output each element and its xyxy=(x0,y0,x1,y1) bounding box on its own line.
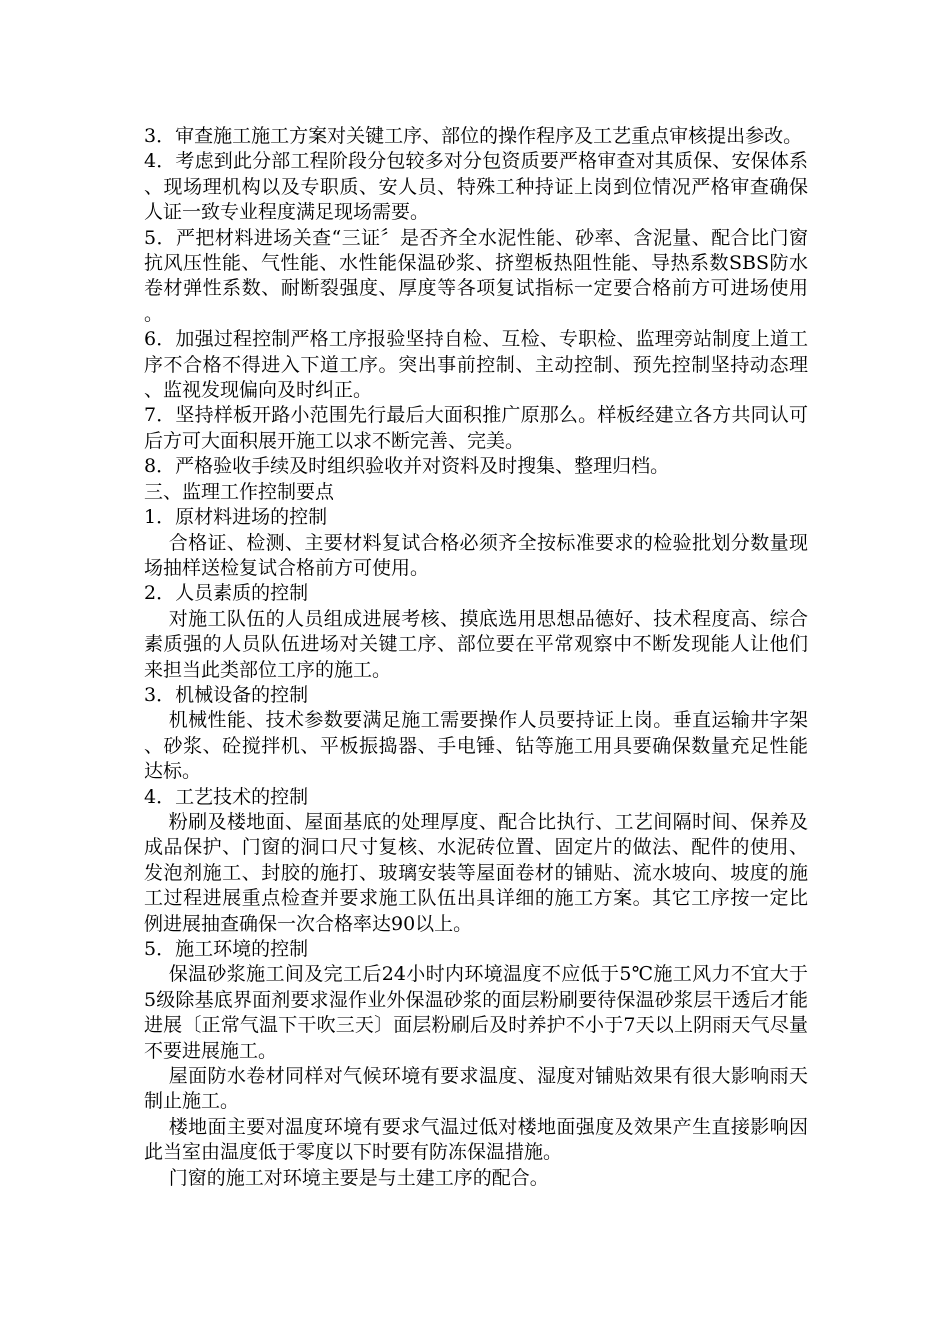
body-materials: 合格证、检测、主要材料复试合格必须齐全按标准要求的检验批划分数量现场抽样送检复试合格前方可使用。 xyxy=(144,531,808,579)
body-environment-roofing: 屋面防水卷材同样对气候环境有要求温度、湿度对铺贴效果有很大影响雨天制止施工。 xyxy=(144,1065,808,1113)
item-7-sample-first: 7．坚持样板开路小范围先行最后大面积推广原那么。样板经建立各方共同认可后方可大面积展开施工以求不断完善、完美。 xyxy=(144,404,808,452)
section-heading-control-points: 三、监理工作控制要点 xyxy=(144,480,335,503)
body-environment-floor: 楼地面主要对温度环境有要求气温过低对楼地面强度及效果产生直接影响因此当室由温度低于零度以下时要有防冻保温措施。 xyxy=(144,1115,808,1164)
item-4-subcontractor-review: 4．考虑到此分部工程阶段分包较多对分包资质要严格审查对其质保、安保体系、现场理机构以及专职质、安人员、特殊工种持证上岗到位情况严格审查确保人证一致专业程度满足现场需要。 xyxy=(144,150,808,224)
item-8-acceptance: 8．严格验收手续及时组织验收并对资料及时搜集、整理归档。 xyxy=(144,455,670,478)
body-environment-mortar: 保温砂浆施工间及完工后24小时内环境温度不应低于5℃施工风力不宜大于5级除基底界面剂要求湿作业外保温砂浆的面层粉刷要待保温砂浆层干透后才能进展〔正常气温下干吹三天〕面层粉刷后及时养护不小于7天以上阴雨天气尽量不要进展施工。 xyxy=(144,963,808,1062)
document-body xyxy=(144,124,808,1191)
subheading-equipment: 3．机械设备的控制 xyxy=(144,683,309,706)
body-environment-windows: 门窗的施工对环境主要是与土建工序的配合。 xyxy=(168,1166,549,1189)
item-3-review-plan: 3．审查施工施工方案对关键工序、部位的操作程序及工艺重点审核提出参改。 xyxy=(144,125,803,147)
item-6-process-control: 6．加强过程控制严格工序报验坚持自检、互检、专职检、监理旁站制度上道工序不合格不得进入下道工序。突出事前控制、主动控制、预先控制坚持动态理、监视发现偏向及时纠正。 xyxy=(144,328,808,402)
body-personnel: 对施工队伍的人员组成进展考核、摸底选用思想品德好、技术程度高、综合素质强的人员队伍进场对关键工序、部位要在平常观察中不断发现能人让他们来担当此类部位工序的施工。 xyxy=(144,607,808,681)
item-5-material-entry: 5．严把材料进场关查“三证〞是否齐全水泥性能、砂率、含泥量、配合比门窗抗风压性能、气性能、水性能保温砂浆、挤塑板热阻性能、导热系数SBS防水卷材弹性系数、耐断裂强度、厚度等各项复试指标一定要合格前方可进场使用。 xyxy=(144,226,808,325)
subheading-technique: 4．工艺技术的控制 xyxy=(144,785,309,808)
subheading-personnel: 2．人员素质的控制 xyxy=(144,582,309,605)
body-technique: 粉刷及楼地面、屋面基底的处理厚度、配合比执行、工艺间隔时间、保养及成品保护、门窗的洞口尺寸复核、水泥砖位置、固定片的做法、配件的使用、发泡剂施工、封胶的施打、玻璃安装等屋面卷材的铺贴、流水坡向、坡度的施工过程进展重点检查并要求施工队伍出具详细的施工方案。其它工序按一定比例进展抽查确保一次合格率达90以上。 xyxy=(144,810,808,935)
subheading-materials: 1．原材料进场的控制 xyxy=(144,506,328,529)
body-equipment: 机械性能、技术参数要满足施工需要操作人员要持证上岗。垂直运输井字架、砂浆、砼搅拌机、平板振捣器、手电锤、钻等施工用具要确保数量充足性能达标。 xyxy=(144,709,808,783)
subheading-environment: 5．施工环境的控制 xyxy=(144,938,309,960)
